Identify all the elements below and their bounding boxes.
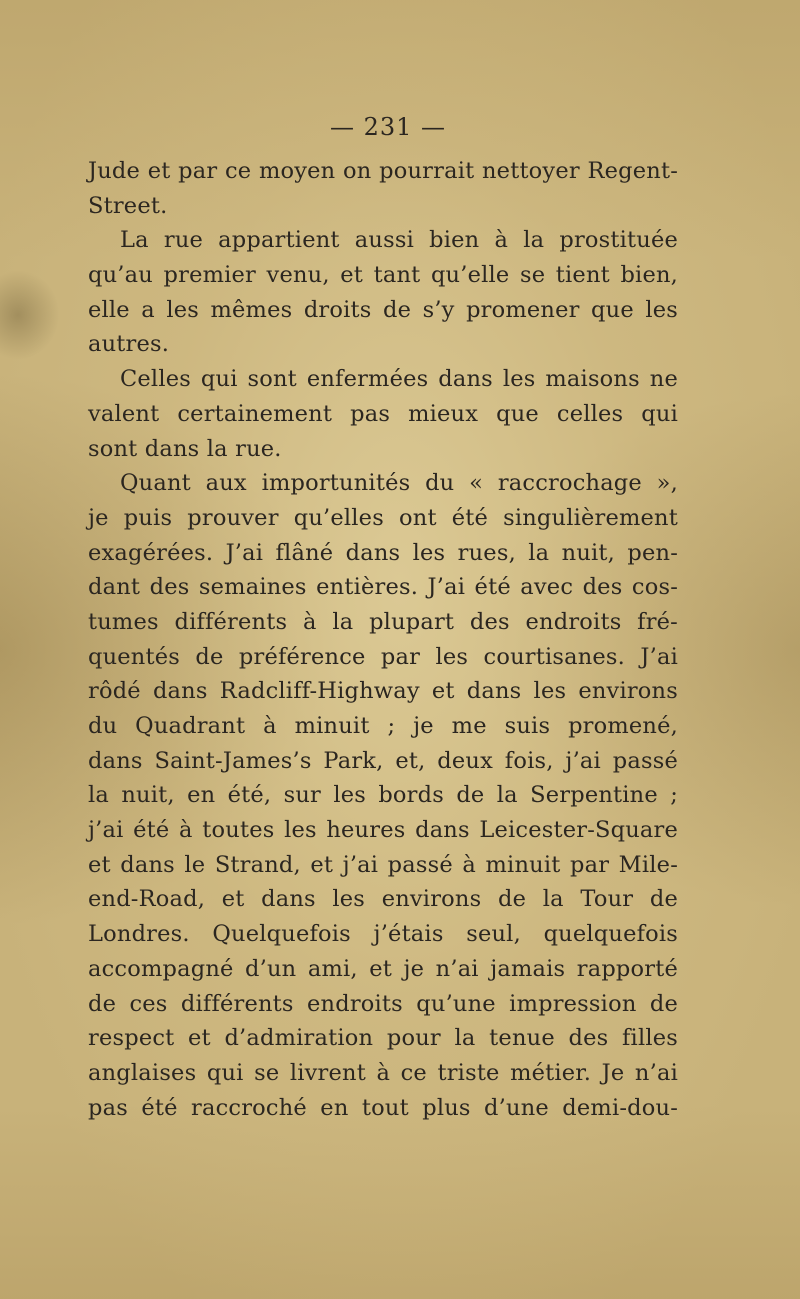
paper-stain [0, 270, 60, 360]
text-line: je puis prouver qu’elles ont été singulièrement [88, 504, 678, 531]
text-line: du Quadrant à minuit ; je me suis promené, [88, 713, 678, 739]
text-line: respect et d’admiration pour la tenue des filles [88, 1025, 678, 1052]
page-number: — 231 — [329, 113, 447, 141]
text-line: dant des semaines entières. J’ai été avec des cos- [88, 574, 678, 601]
text-line: La rue appartient aussi bien à la prostituée [120, 227, 678, 254]
text-line: accompagné d’un ami, et je n’ai jamais rapporté [88, 955, 678, 982]
text-line: Celles qui sont enfermées dans les maisons ne [120, 366, 678, 393]
text-line: autres. [88, 331, 170, 358]
text-line: la nuit, en été, sur les bords de la Serpentine ; [88, 782, 678, 809]
text-line: qu’au premier venu, et tant qu’elle se tient bien, [88, 262, 678, 289]
text-line: dans Saint-James’s Park, et, deux fois, j’ai passé [88, 747, 678, 774]
text-line: Londres. Quelquefois j’étais seul, quelquefois [88, 921, 678, 948]
text-line: rôdé dans Radcliff-Highway et dans les environs [88, 678, 678, 705]
text-line: exagérées. J’ai flâné dans les rues, la nuit, pen- [88, 539, 678, 566]
text-line: j’ai été à toutes les heures dans Leicester-Square [88, 817, 678, 844]
text-line: sont dans la rue. [88, 435, 282, 462]
text-line: tumes différents à la plupart des endroits fré- [88, 608, 678, 635]
text-line: elle a les mêmes droits de s’y promener que les [88, 296, 678, 323]
text-line: Quant aux importunités du « raccrochage », [120, 470, 678, 497]
body-text [88, 154, 678, 1125]
text-line: pas été raccroché en tout plus d’une demi-dou- [88, 1094, 678, 1121]
text-line: quentés de préférence par les courtisanes. J’ai [88, 643, 678, 670]
text-line: anglaises qui se livrent à ce triste métier. Je n’ai [88, 1059, 678, 1086]
text-line: de ces différents endroits qu’une impression de [88, 990, 678, 1017]
text-line: end-Road, et dans les environs de la Tour de [88, 886, 678, 913]
text-line: Street. [88, 192, 168, 219]
text-line: valent certainement pas mieux que celles qui [88, 400, 678, 427]
text-line: Jude et par ce moyen on pourrait nettoyer Regent- [88, 158, 678, 184]
text-line: et dans le Strand, et j’ai passé à minuit par Mile- [88, 851, 678, 878]
